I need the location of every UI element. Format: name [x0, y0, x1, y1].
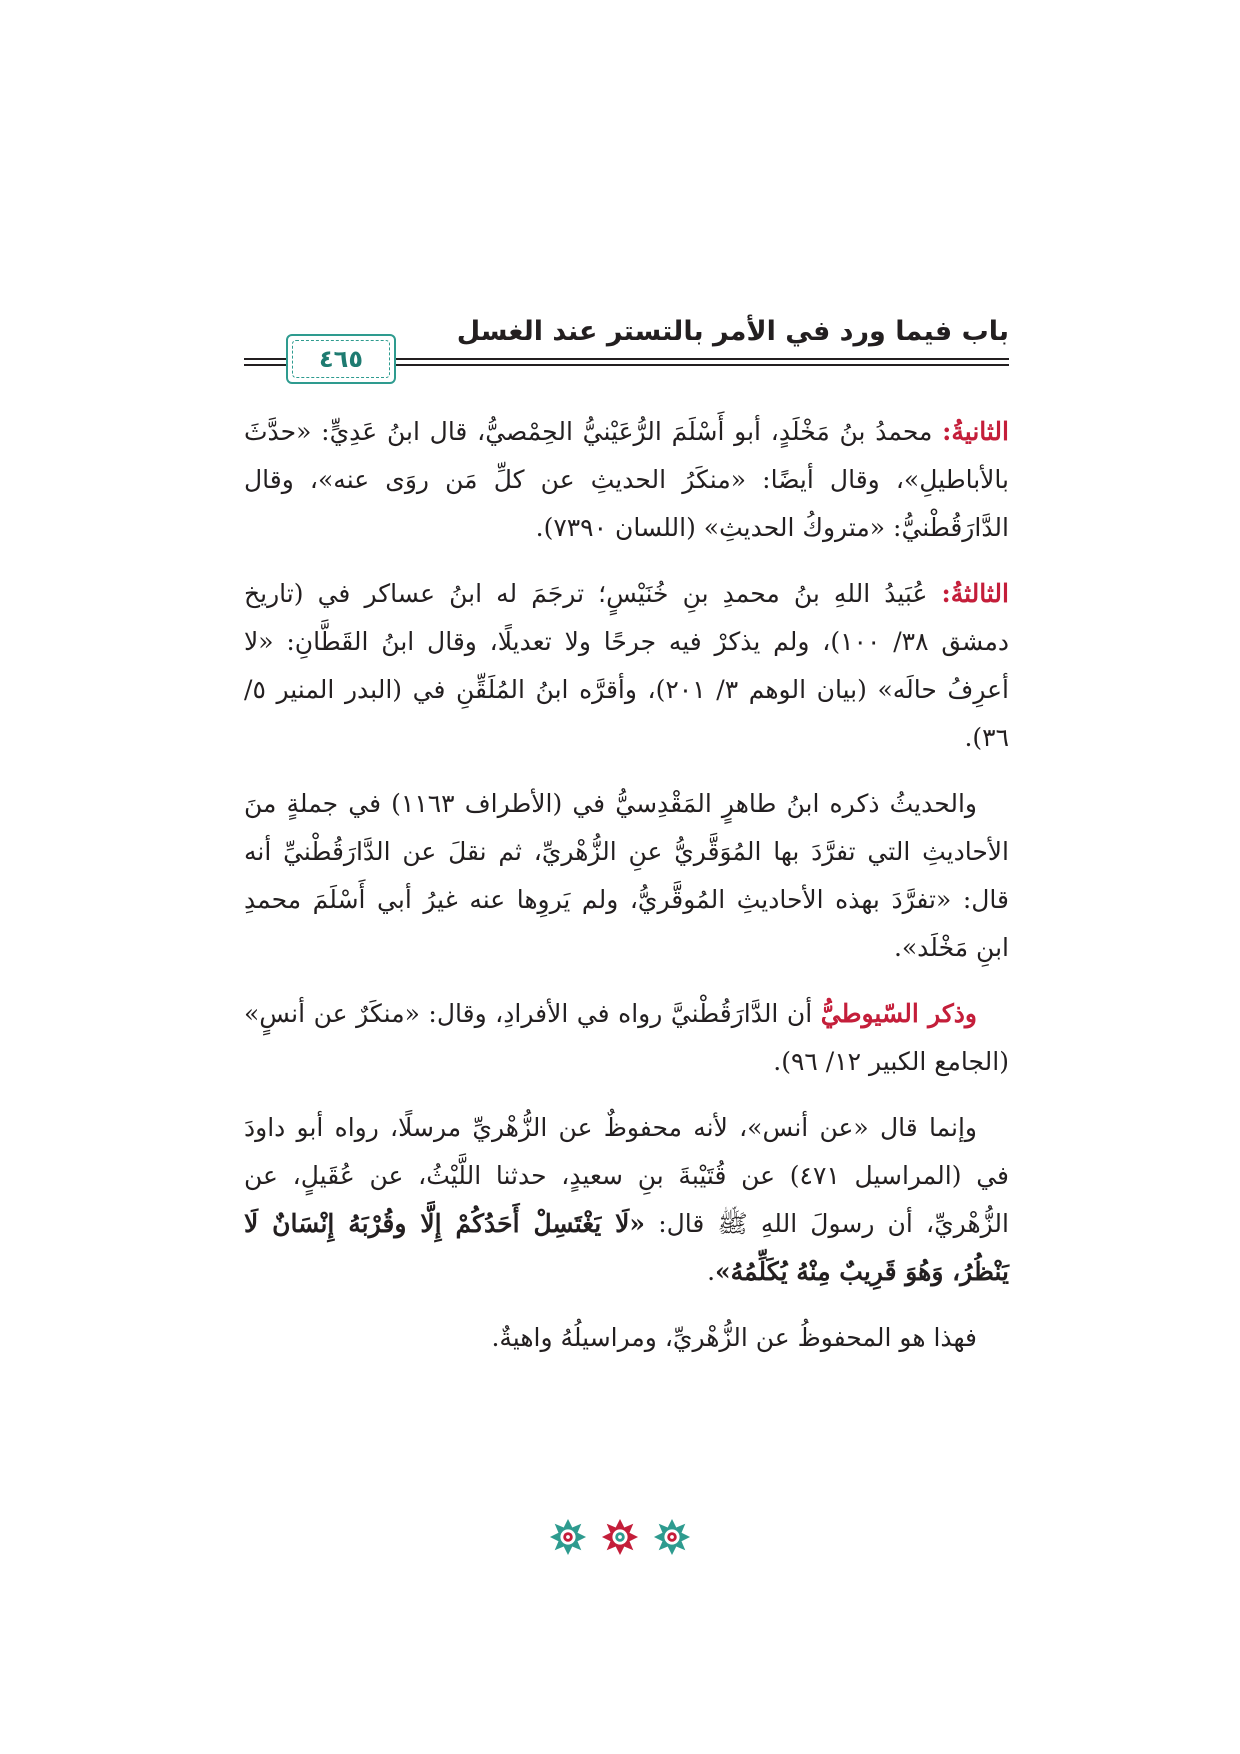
hadith-quote: «لَا يَغْتَسِلْ أَحَدُكُمْ إِلَّا وقُرْبَهُ إِنْسَانٌ لَا يَنْظُرُ، وَهُوَ قَرِيبٌ مِنْهُ يُكَلِّمُهُ» [244, 1209, 1009, 1286]
page-number-badge [286, 334, 396, 384]
paragraph-tail: . [707, 1257, 716, 1286]
chapter-title: باب فيما ورد في الأمر بالتستر عند الغسل [456, 316, 1009, 347]
page-number: ٤٦٥ [319, 345, 363, 373]
paragraph-label: الثالثةُ: [941, 579, 1009, 608]
paragraph-text: فهذا هو المحفوظُ عن الزُّهْريِّ، ومراسيلُهُ واهيةٌ. [491, 1323, 977, 1352]
paragraph-label: الثانيةُ: [942, 417, 1009, 446]
paragraph-suyuti [244, 990, 1009, 1086]
paragraph-text: محمدُ بنُ مَخْلَدٍ، أبو أَسْلَمَ الرُّعَيْنيُّ الحِمْصيُّ، قال ابنُ عَدِيٍّ: «حدَّثَ بالأباطيلِ»، وقال أيضًا: «منكَرُ الحديثِ عن كلِّ مَن روَى عنه»، وقال الدَّارَقُطْنيُّ: «متروكُ الحديثِ» (اللسان ٧٣٩٠). [244, 417, 1009, 542]
paragraph-mursal [244, 1104, 1009, 1296]
paragraph-conclusion [244, 1314, 1009, 1362]
floral-ornament-icon [653, 1518, 691, 1556]
body-text [244, 408, 1009, 1380]
paragraph-text: وإنما قال «عن أنس»، لأنه محفوظٌ عن الزُّهْريِّ مرسلًا، رواه أبو داودَ في (المراسيل ٤٧١) عن قُتَيْبةَ بنِ سعيدٍ، حدثنا اللَّيْثُ، عن عُقَيلٍ، عن الزُّهْريِّ، أن رسولَ اللهِ ﷺ قال: [244, 1113, 1009, 1238]
paragraph-label: وذكر السّيوطيُّ [820, 999, 977, 1028]
paragraph-atraf [244, 780, 1009, 972]
paragraph-text: والحديثُ ذكره ابنُ طاهرٍ المَقْدِسيُّ في (الأطراف ١١٦٣) في جملةٍ منَ الأحاديثِ التي تفرَّدَ بها المُوَقَّريُّ عنِ الزُّهْريِّ، ثم نقلَ عن الدَّارَقُطْنيِّ أنه قال: «تفرَّدَ بهذه الأحاديثِ المُوقَّريُّ، ولم يَروِها عنه غيرُ أبي أَسْلَمَ محمدِ ابنِ مَخْلَد». [244, 789, 1009, 962]
paragraph-text: أن الدَّارَقُطْنيَّ رواه في الأفرادِ، وقال: «منكَرٌ عن أنسٍ» (الجامع الكبير ١٢/ ٩٦). [244, 999, 1009, 1076]
paragraph-third-narrator [244, 570, 1009, 762]
paragraph-second-narrator [244, 408, 1009, 552]
section-end-ornaments [0, 1518, 1240, 1556]
floral-ornament-icon [601, 1518, 639, 1556]
page-header [244, 316, 1009, 380]
paragraph-text: عُبَيدُ اللهِ بنُ محمدِ بنِ خُنَيْسٍ؛ ترجَمَ له ابنُ عساكر في (تاريخ دمشق ٣٨/ ١٠٠)، ولم يذكرْ فيه جرحًا ولا تعديلًا، وقال ابنُ القَطَّانِ: «لا أعرِفُ حالَه» (بيان الوهم ٣/ ٢٠١)، وأقرَّه ابنُ المُلَقِّنِ في (البدر المنير ٥/ ٣٦). [244, 579, 1010, 752]
floral-ornament-icon [549, 1518, 587, 1556]
